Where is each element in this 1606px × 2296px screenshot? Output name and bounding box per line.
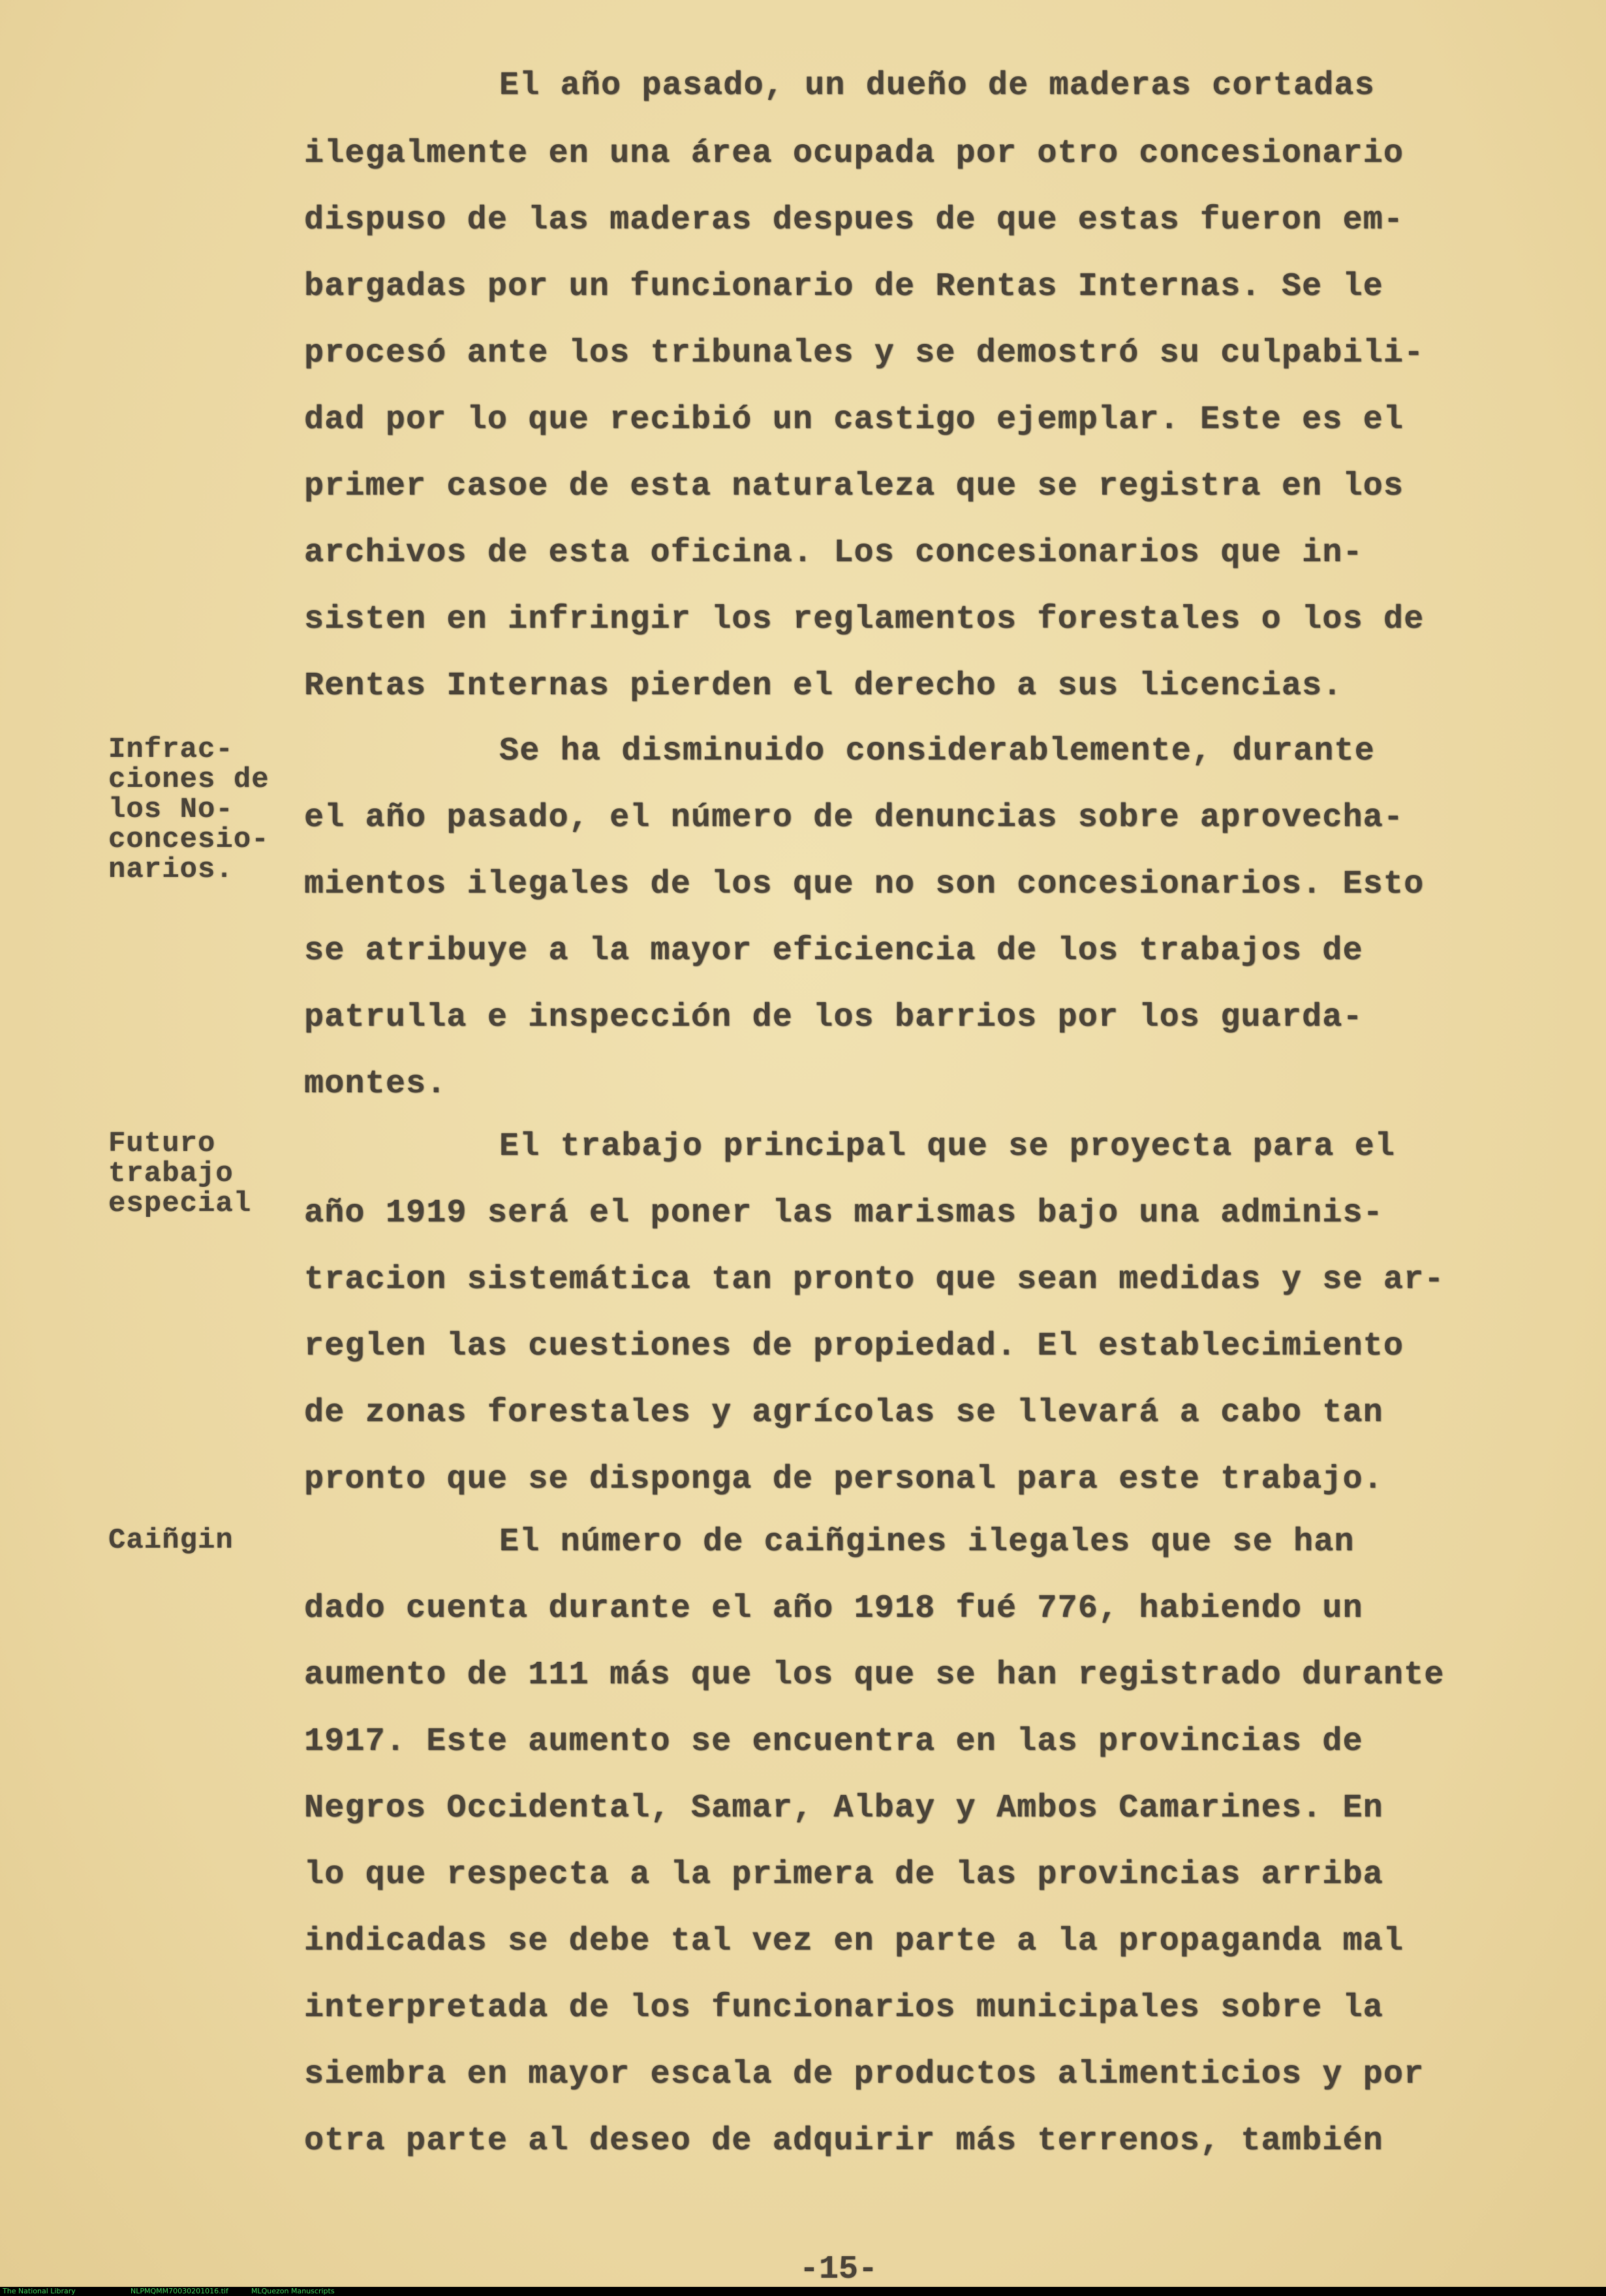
margin-note-line: ciones de xyxy=(108,763,270,796)
body-line-25: aumento de 111 más que los que se han registrado durante xyxy=(304,1657,1445,1694)
body-line-31: siembra en mayor escala de productos alimenticios y por xyxy=(304,2056,1425,2093)
body-line-24: dado cuenta durante el año 1918 fué 776, habiendo un xyxy=(304,1590,1363,1627)
body-line-32: otra parte al deseo de adquirir más terrenos, también xyxy=(304,2122,1383,2160)
footer-file: NLPMQMM70030201016.tif xyxy=(131,2287,228,2295)
margin-note-line: Infrac- xyxy=(108,733,234,766)
body-line-10: Rentas Internas pierden el derecho a sus licencias. xyxy=(304,667,1343,705)
margin-note-caingin xyxy=(108,1525,234,1555)
body-line-4: bargadas por un funcionario de Rentas Internas. Se le xyxy=(304,268,1383,305)
body-line-16: montes. xyxy=(304,1065,447,1103)
body-line-5: procesó ante los tribunales y se demostró su culpabili- xyxy=(304,335,1425,372)
margin-note-infracciones xyxy=(108,735,270,885)
margin-note-futuro-trabajo xyxy=(108,1129,251,1219)
body-line-6: dad por lo que recibió un castigo ejemplar. Este es el xyxy=(304,401,1404,438)
margin-note-line: Futuro xyxy=(108,1127,216,1160)
footer-collection: MLQuezon Manuscripts xyxy=(251,2287,335,2295)
margin-note-line: los No- xyxy=(108,793,234,826)
body-line-27: Negros Occidental, Samar, Albay y Ambos Camarines. En xyxy=(304,1790,1383,1827)
body-line-11: Se ha disminuido considerablemente, durante xyxy=(499,733,1375,770)
body-line-22: pronto que se disponga de personal para este trabajo. xyxy=(304,1461,1383,1498)
margin-note-line: concesio- xyxy=(108,823,270,856)
body-line-21: de zonas forestales y agrícolas se llevará a cabo tan xyxy=(304,1394,1383,1431)
body-line-17: El trabajo principal que se proyecta para el xyxy=(499,1128,1396,1165)
body-line-8: archivos de esta oficina. Los concesionarios que in- xyxy=(304,534,1363,572)
body-line-18: año 1919 será el poner las marismas bajo una adminis- xyxy=(304,1195,1383,1232)
body-line-28: lo que respecta a la primera de las provincias arriba xyxy=(304,1856,1383,1893)
body-line-12: el año pasado, el número de denuncias sobre aprovecha- xyxy=(304,799,1404,836)
margin-note-line: especial xyxy=(108,1187,252,1220)
margin-note-line: Caiñgin xyxy=(108,1524,234,1557)
archive-footer xyxy=(0,2287,1606,2296)
body-line-13: mientos ilegales de los que no son concesionarios. Esto xyxy=(304,866,1425,903)
footer-library: The National Library xyxy=(3,2287,76,2295)
body-line-30: interpretada de los funcionarios municipales sobre la xyxy=(304,1989,1383,2027)
body-line-26: 1917. Este aumento se encuentra en las provincias de xyxy=(304,1723,1363,1760)
margin-note-line: trabajo xyxy=(108,1157,234,1190)
body-line-9: sisten en infringir los reglamentos forestales o los de xyxy=(304,601,1425,638)
body-line-1: El año pasado, un dueño de maderas cortadas xyxy=(499,67,1375,104)
body-line-15: patrulla e inspección de los barrios por los guarda- xyxy=(304,999,1363,1036)
body-line-2: ilegalmente en una área ocupada por otro concesionario xyxy=(304,135,1404,172)
margin-note-line: narios. xyxy=(108,853,234,886)
body-line-7: primer casoe de esta naturaleza que se registra en los xyxy=(304,468,1404,505)
body-line-29: indicadas se debe tal vez en parte a la propaganda mal xyxy=(304,1923,1404,1960)
body-line-23: El número de caiñgines ilegales que se han xyxy=(499,1523,1355,1561)
page-number: -15- xyxy=(799,2251,878,2287)
body-line-3: dispuso de las maderas despues de que estas fueron em- xyxy=(304,202,1404,239)
body-line-14: se atribuye a la mayor eficiencia de los trabajos de xyxy=(304,932,1363,970)
body-line-19: tracion sistemática tan pronto que sean medidas y se ar- xyxy=(304,1261,1445,1298)
body-line-20: reglen las cuestiones de propiedad. El establecimiento xyxy=(304,1328,1404,1365)
